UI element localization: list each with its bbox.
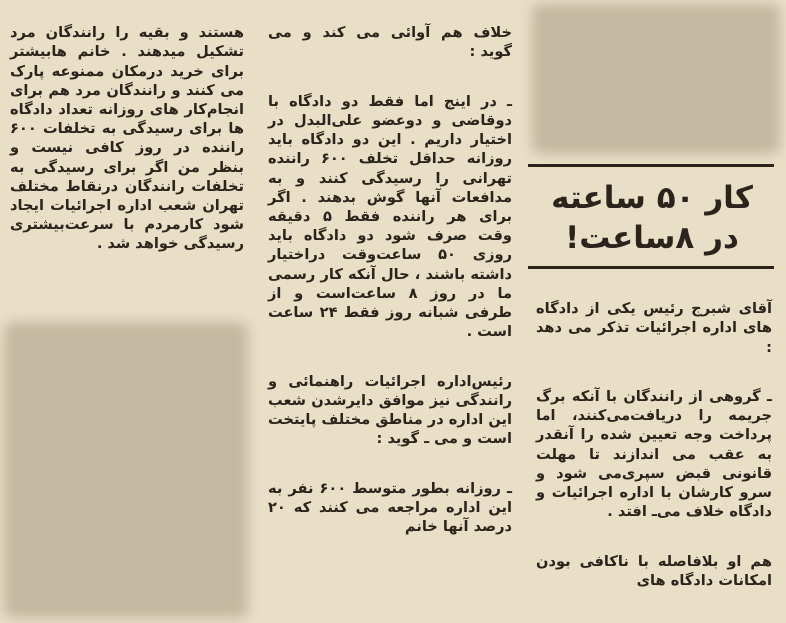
right-column: [536, 280, 772, 620]
right-paragraph: ـ گروهی از رانندگان با آنکه برگ جریمه را دریافت‌می‌کنند، اما پرداخت وجه تعیین شده را آنقدر به عقب می اندازند تا مهلت قانونی قبض سپری‌می شود و سرو کارشان با اداره اجرائیات و دادگاه خلاف می‌ـ افتد .: [536, 388, 772, 521]
middle-paragraph: ـ روزانه بطور متوسط ۶۰۰ نفر به این اداره مراجعه می کنند که ۲۰ درصد آنها خانم: [268, 479, 512, 536]
middle-column: [268, 4, 512, 566]
headline-rule-top: [528, 164, 774, 167]
middle-paragraph: ـ در اینج اما فقط دو دادگاه با دوقاضی و دوعضو علی‌البدل در اختیار داریم . این دو دادگاه باید روزانه حداقل تخلف ۶۰۰ راننده تهرانی را رسیدگی کنند و به مدافعات آنها گوش بدهند . اگر برای هر راننده فقط ۵ دقیقه وقت صرف شود دو دادگاه باید روزی ۵۰ ساعت‌وقت دراختیار داشته باشند ، حال آنکه کار رسمی ما در روز ۸ ساعت‌است و از طرفی شبانه روز فقط ۲۴ ساعت است .: [268, 92, 513, 341]
redacted-image-bottom-left: [4, 322, 248, 618]
middle-paragraph: رئیس‌اداره اجرائیات راهنمائی و رانندگی نیز موافق دایرشدن شعب این اداره در مناطق مختلف پایتخت است و می ـ گوید :: [267, 372, 512, 448]
middle-paragraph: خلاف هم آوائی می کند و می گوید :: [268, 24, 512, 61]
headline: کار ۵۰ ساعته در ۸ساعت!: [551, 180, 753, 256]
headline-rule-bottom: [528, 266, 774, 269]
left-paragraph: هستند و بقیه را رانندگان مرد تشکیل میدهند . خانم هابیشتر برای خرید درمکان ممنوعه پارک می کنند و رانندگان مرد هم برای انجام‌کار های روزانه تعداد دادگاه ها برای رسیدگی به تخلفات ۶۰۰ راننده در روز کافی نیست و بنظر من اگر برای رسیدگی به تخلفات رانندگان درنقاط مختلف تهران شعب اداره اجرائیات ایجاد شود کارمردم با سرعت‌بیشتری رسیدگی خواهد شد .: [10, 24, 244, 253]
right-paragraph: آقای شبرج رئیس یکی از دادگاه های اداره اجرائیات تذکر می دهد :: [536, 300, 772, 356]
redacted-image-top-right: [532, 4, 780, 154]
right-paragraph: هم او بلافاصله با ناکافی بودن امکانات دادگاه های: [536, 552, 772, 589]
left-column: [10, 4, 244, 284]
